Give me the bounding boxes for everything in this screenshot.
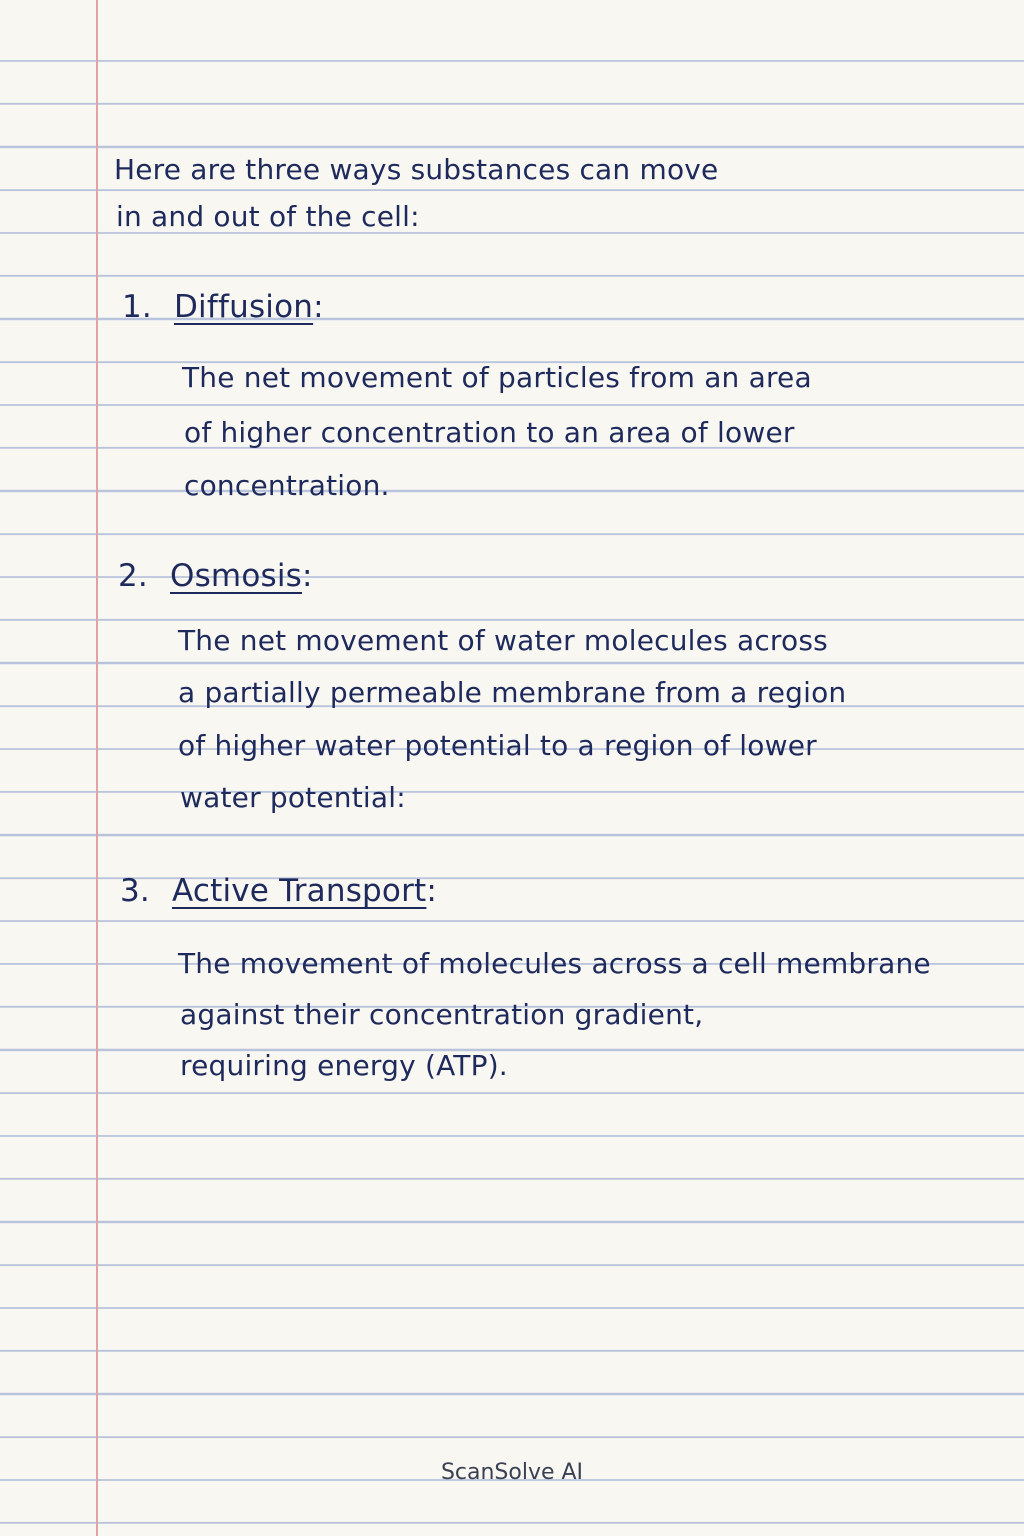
item-line: The movement of molecules across a cell membrane	[178, 947, 931, 980]
item-number: 3.	[120, 873, 150, 909]
item-suffix: :	[313, 289, 324, 325]
item-title: Active Transport	[171, 873, 427, 909]
item-heading-osmosis	[118, 558, 313, 594]
item-title: Diffusion	[173, 289, 314, 325]
item-line: concentration.	[184, 469, 390, 502]
item-suffix: :	[426, 873, 438, 909]
item-line: a partially permeable membrane from a region	[178, 676, 847, 709]
item-title: Osmosis	[169, 558, 303, 594]
item-line: of higher water potential to a region of lower	[178, 729, 817, 762]
margin-line	[96, 0, 98, 1536]
intro-line-1: Here are three ways substances can move	[114, 153, 719, 186]
item-line: water potential:	[180, 781, 406, 814]
item-number: 1.	[122, 289, 152, 325]
item-suffix: :	[302, 558, 313, 594]
item-line: The net movement of particles from an area	[182, 361, 812, 394]
item-heading-diffusion	[122, 289, 324, 325]
item-line: The net movement of water molecules across	[178, 624, 828, 657]
item-line: requiring energy (ATP).	[180, 1049, 508, 1082]
item-number: 2.	[118, 558, 148, 594]
item-line: of higher concentration to an area of lower	[184, 416, 795, 449]
brand-footer: ScanSolve AI	[440, 1460, 584, 1485]
intro-line-2: in and out of the cell:	[116, 200, 420, 233]
item-line: against their concentration gradient,	[180, 998, 704, 1031]
item-heading-active-transport	[120, 873, 438, 909]
